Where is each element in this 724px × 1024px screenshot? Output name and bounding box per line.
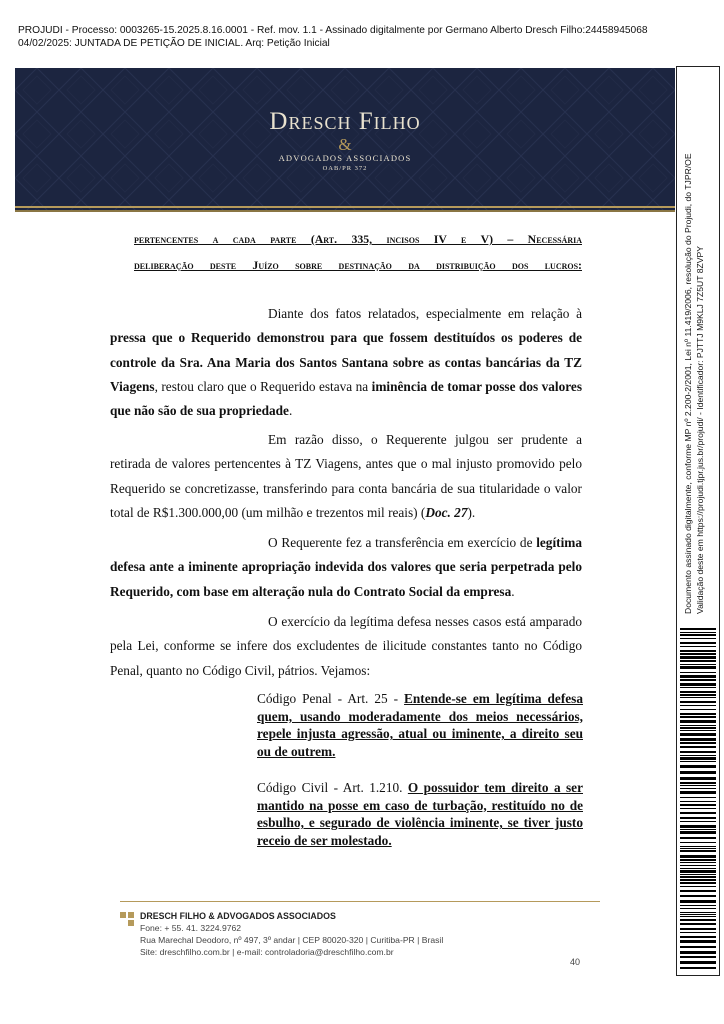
logo-ampersand: & <box>338 135 352 154</box>
barcode-bar <box>680 804 716 806</box>
barcode-bar <box>680 666 716 669</box>
paragraph-text: . <box>288 403 293 419</box>
barcode-bar <box>680 642 716 644</box>
barcode-bar <box>680 691 716 693</box>
paragraph-4 <box>110 610 582 683</box>
barcode-bar <box>680 936 716 938</box>
barcode-bar <box>680 812 716 814</box>
barcode-bar <box>680 672 716 673</box>
paragraph-2 <box>110 428 582 525</box>
sidebar-text-line-2: Validação deste em https://projudi.tjpr.jus.br/projudi/ - Identificador: PJTTJ M9KLJ 7Z5UT 8ZVPY <box>695 246 705 614</box>
barcode-bar <box>680 905 716 906</box>
barcode-bar <box>680 664 716 665</box>
barcode-bar <box>680 956 716 958</box>
barcode-bar <box>680 928 716 930</box>
barcode-bar <box>680 725 716 726</box>
barcode-bar <box>680 829 716 830</box>
barcode-bar <box>680 876 716 878</box>
barcode-bar <box>680 701 716 703</box>
barcode-bar <box>680 679 716 681</box>
paragraph-text: Em razão disso, o Requerente julgou ser prudente a retirada de valores pertencentes à TZ Viagens, antes que o mal injusto promovido pelo Requerido se concretizasse, transferindo para conta bancária de sua titularidade o valor total de R$1.300.000,00 (um milhão e trezentos mil reais) ( <box>110 432 582 520</box>
paragraph-text: O exercício da legítima defesa nesses casos está amparado pela Lei, conforme se infere dos excludentes de ilicitude constantes tanto no Código Penal, quanto no Código Civil, pátrios. Vejamos: <box>110 614 582 678</box>
barcode-bar <box>680 730 716 731</box>
barcode-bar <box>680 846 716 847</box>
barcode-bar <box>680 817 716 819</box>
barcode-bar <box>680 638 716 639</box>
barcode-bar <box>680 761 716 762</box>
barcode-bar <box>680 900 716 903</box>
barcode-bar <box>680 919 716 921</box>
quote-codigo-civil <box>257 779 583 849</box>
paragraph-text: O Requerente fez a transferência em exercício de <box>268 535 537 550</box>
footer-address: Rua Marechal Deodoro, nº 497, 3º andar | CEP 80020-320 | Curitiba-PR | Brasil <box>140 935 444 945</box>
barcode-bar <box>680 683 716 686</box>
barcode-bar <box>680 720 716 723</box>
barcode-bar <box>680 716 716 718</box>
barcode-bar <box>680 777 716 780</box>
barcode-bar <box>680 914 716 915</box>
barcode-bar <box>680 855 716 858</box>
barcode-bar <box>680 886 716 887</box>
barcode-bar <box>680 771 716 774</box>
footer-contact: Site: dreschfilho.com.br | e-mail: controladoria@dreschfilho.com.br <box>140 947 394 957</box>
barcode-bar <box>680 859 716 861</box>
barcode-bar <box>680 733 716 736</box>
barcode-bar <box>680 868 716 869</box>
barcode-bar <box>680 831 716 834</box>
barcode-bar <box>680 660 716 662</box>
barcode-bar <box>680 882 716 884</box>
barcode-bar <box>680 923 716 925</box>
stamp-line-1: PROJUDI - Processo: 0003265-15.2025.8.16.0001 - Ref. mov. 1.1 - Assinado digitalmente por Germano Alberto Dresch Filho:24458945068 <box>18 25 648 36</box>
paragraph-bold: pressa que o Requerido demonstrou para que fossem destituídos os poderes de controle da Sra. Ana Maria dos Santos Santana sobre as contas bancárias da TZ Viagens <box>110 330 582 394</box>
barcode-bar <box>680 755 716 756</box>
barcode-bar <box>680 874 716 875</box>
barcode-bar <box>680 908 716 909</box>
paragraph-text: Diante dos fatos relatados, especialmente em relação à <box>268 306 582 321</box>
quote-codigo-penal <box>257 690 583 760</box>
firm-logo <box>15 108 675 172</box>
barcode-bar <box>680 890 716 892</box>
validation-barcode <box>680 628 716 972</box>
barcode-bar <box>680 713 716 715</box>
barcode-bar <box>680 694 716 696</box>
paragraph-1 <box>110 302 582 423</box>
barcode-bar <box>680 912 716 913</box>
barcode-bar <box>680 634 716 636</box>
barcode-bar <box>680 656 716 659</box>
barcode-bar <box>680 742 716 744</box>
heading-line-1: pertencentes a cada parte (Art. 335, incisos IV e V) – Necessária <box>134 232 582 246</box>
barcode-bar <box>680 865 716 866</box>
barcode-bar <box>680 946 716 948</box>
section-heading <box>134 226 582 278</box>
barcode-bar <box>680 825 716 828</box>
paragraph-3 <box>110 531 582 604</box>
barcode-bar <box>680 650 716 652</box>
barcode-bar <box>680 653 716 655</box>
barcode-bar <box>680 757 716 760</box>
footer <box>140 910 443 958</box>
barcode-bar <box>680 850 716 852</box>
document-reference: Doc. 27 <box>425 504 468 520</box>
barcode-bar <box>680 916 716 917</box>
barcode-bar <box>680 848 716 849</box>
barcode-bar <box>680 788 716 789</box>
barcode-bar <box>680 879 716 881</box>
barcode-bar <box>680 705 716 706</box>
barcode-bar <box>680 675 716 678</box>
barcode-bar <box>680 751 716 753</box>
logo-oab-number: OAB/PR 372 <box>322 165 368 172</box>
barcode-bar <box>680 808 716 809</box>
footer-phone: Fone: + 55. 41. 3224.9762 <box>140 923 242 933</box>
barcode-bar <box>680 709 716 710</box>
barcode-bar <box>680 967 716 969</box>
barcode-bar <box>680 687 716 688</box>
digital-signature-stamp <box>18 24 658 50</box>
barcode-bar <box>680 727 716 729</box>
page-number: 40 <box>570 957 581 967</box>
barcode-bar <box>680 837 716 839</box>
letterhead-banner <box>15 68 675 212</box>
logo-main-text: Dresch Filho <box>269 108 421 135</box>
barcode-bar <box>680 782 716 784</box>
barcode-bar <box>680 801 716 802</box>
banner-gold-stripe-lower <box>15 210 675 212</box>
barcode-bar <box>680 746 716 748</box>
banner-gold-stripe <box>15 206 675 208</box>
paragraph-text: . <box>511 583 515 599</box>
barcode-bar <box>680 632 716 633</box>
footer-divider <box>120 901 600 902</box>
paragraph-text: , restou claro que o Requerido estava na <box>154 378 372 394</box>
barcode-bar <box>680 785 716 786</box>
barcode-bar <box>680 862 716 863</box>
barcode-bar <box>680 821 716 822</box>
quote-prefix: Código Penal - Art. 25 - <box>257 691 405 706</box>
sidebar-text-line-1: Documento assinado digitalmente, conforme MP nº 2.200-2/2001, Lei nº 11.419/2006, resolução do Projudi, do TJPR/OE <box>683 153 693 614</box>
barcode-bar <box>680 697 716 698</box>
barcode-bar <box>680 895 716 897</box>
barcode-bar <box>680 765 716 768</box>
barcode-bar <box>680 961 716 964</box>
footer-firm-name: DRESCH FILHO & ADVOGADOS ASSOCIADOS <box>140 911 336 921</box>
barcode-bar <box>680 932 716 933</box>
barcode-bar <box>680 738 716 741</box>
paragraph-bold: iminência de tomar posse dos valores que não são de sua propriedade <box>110 378 582 419</box>
barcode-bar <box>680 797 716 798</box>
barcode-bar <box>680 791 716 794</box>
barcode-bar <box>680 870 716 873</box>
barcode-bar <box>680 940 716 943</box>
barcode-bar <box>680 646 716 647</box>
logo-subtitle: ADVOGADOS ASSOCIADOS <box>278 153 412 163</box>
quote-underlined-text: O possuidor tem direito a ser mantido na posse em caso de turbação, restituído no de esbulho, e segurado de violência iminente, se tiver justo receio de ser molestado. <box>257 780 583 848</box>
quote-underlined-text: Entende-se em legítima defesa quem, usando moderadamente dos meios necessários, repele injusta agressão, atual ou iminente, a direito seu ou de outrem. <box>257 691 583 759</box>
quote-prefix: Código Civil - Art. 1.210. <box>257 780 408 795</box>
footer-logo-icon <box>120 912 136 926</box>
stamp-line-2: 04/02/2025: JUNTADA DE PETIÇÃO DE INICIAL. Arq: Petição Inicial <box>18 38 330 49</box>
barcode-bar <box>680 842 716 843</box>
barcode-bar <box>680 951 716 954</box>
paragraph-bold: legítima defesa ante a iminente apropriação indevida dos valores que seria perpetrada pelo Requerido, com base em alteração nula do Contrato Social da empresa <box>110 535 582 599</box>
barcode-bar <box>680 628 716 630</box>
paragraph-text: ). <box>467 504 476 520</box>
heading-line-2: deliberação deste Juízo sobre destinação da distribuição dos lucros: <box>134 258 582 272</box>
